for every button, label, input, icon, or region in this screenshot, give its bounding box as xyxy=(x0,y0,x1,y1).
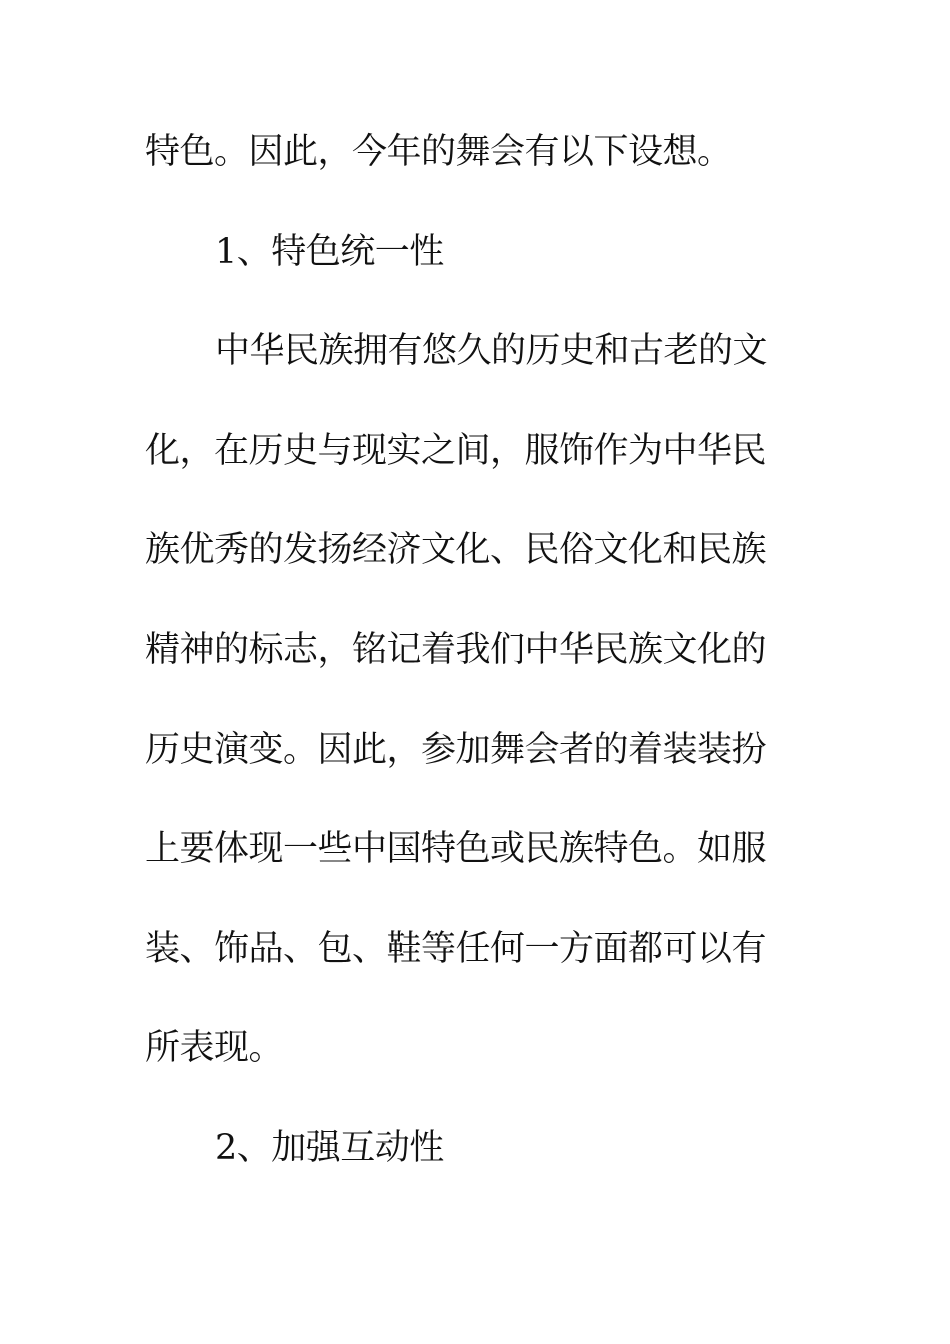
paragraph-line: 所表现。 xyxy=(145,1028,284,1069)
paragraph-line: 族优秀的发扬经济文化、民俗文化和民族 xyxy=(145,530,767,571)
paragraph-line: 化，在历史与现实之间，服饰作为中华民 xyxy=(145,430,767,471)
section-heading-1: 1、特色统一性 xyxy=(215,231,444,272)
paragraph-line: 中华民族拥有悠久的历史和古老的文 xyxy=(215,331,768,372)
paragraph-line: 精神的标志，铭记着我们中华民族文化的 xyxy=(145,629,767,670)
section-heading-2: 2、加强互动性 xyxy=(215,1127,444,1168)
paragraph-line: 上要体现一些中国特色或民族特色。如服 xyxy=(145,829,767,870)
paragraph-line: 装、饰品、包、鞋等任何一方面都可以有 xyxy=(145,928,767,969)
document-body xyxy=(145,120,785,1216)
paragraph-line: 历史演变。因此，参加舞会者的着装装扮 xyxy=(145,729,767,770)
paragraph-line-continuation: 特色。因此，今年的舞会有以下设想。 xyxy=(145,132,732,172)
